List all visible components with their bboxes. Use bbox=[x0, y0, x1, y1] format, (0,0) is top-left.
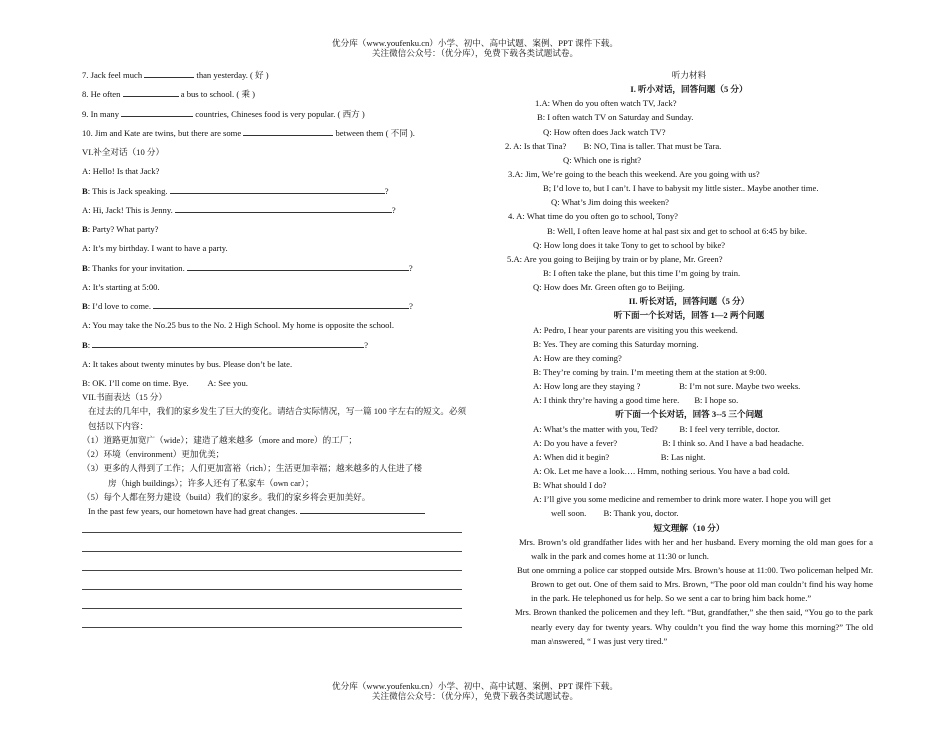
script-line: 3.A: Jim, We’re going to the beach this weekend. Are you going with us? bbox=[508, 168, 760, 179]
script-line: B: Yes. They are coming this Saturday morning. bbox=[533, 338, 699, 349]
script-line: 1.A: When do you often watch TV, Jack? bbox=[535, 98, 677, 109]
essay-point: （5）每个人都在努力建设（build）我们的家乡。我们的家乡将会更加美好。 bbox=[82, 492, 371, 503]
script-line: A: Ok. Let me have a look…. Hmm, nothing serious. You have a bad cold. bbox=[533, 465, 790, 476]
footer-line-1: 优分库（www.youfenku.cn）小学、初中、高中试题、案例、PPT 课件下载。 bbox=[332, 681, 618, 691]
answer-blank[interactable] bbox=[121, 107, 193, 117]
essay-instructions: 在过去的几年中，我们的家乡发生了巨大的变化。请结合实际情况，写一篇 100 字左右的短文。必须包括以下内容： bbox=[88, 406, 467, 431]
part-3-title: 短文理解（10 分） bbox=[653, 522, 725, 533]
essay-start: In the past few years, our hometown have had great changes. bbox=[82, 504, 467, 518]
dialogue-line: A: Hi, Jack! This is Jenny. ? bbox=[82, 204, 396, 215]
long-dialogue-1-title: 听下面一个长对话，回答 1—2 两个问题 bbox=[613, 310, 765, 321]
header-line-1: 优分库（www.youfenku.cn）小学、初中、高中试题、案例、PPT 课件下载。 bbox=[332, 38, 618, 48]
answer-blank[interactable] bbox=[153, 299, 409, 309]
answer-blank[interactable] bbox=[92, 338, 364, 348]
script-line: B: I often watch TV on Saturday and Sunday. bbox=[537, 112, 694, 123]
answer-blank[interactable] bbox=[175, 203, 392, 213]
fill-item-10: 10. Jim and Kate are twins, but there are some between them ( 不同 ). bbox=[82, 127, 415, 138]
dialogue-line: B: I’d love to come. ? bbox=[82, 301, 413, 311]
dialogue-line: A: It’s my birthday. I want to have a party. bbox=[82, 243, 228, 254]
script-line: B: I often take the plane, but this time I’m going by train. bbox=[543, 267, 741, 278]
script-line: well soon. B: Thank you, doctor. bbox=[551, 508, 679, 519]
listening-title: 听力材料 bbox=[671, 70, 707, 80]
section-6-title: VI.补全对话（10 分） bbox=[82, 147, 165, 157]
script-line: B: What should I do? bbox=[533, 480, 607, 491]
script-line: A: I think thry’re having a good time here. B: I hope so. bbox=[533, 395, 739, 406]
answer-blank[interactable] bbox=[243, 126, 333, 136]
script-line: A: I’ll give you some medicine and remember to drink more water. I hope you will get bbox=[533, 494, 831, 505]
script-line: 4. A: What time do you often go to school, Tony? bbox=[508, 211, 678, 222]
script-line: A: Pedro, I hear your parents are visiting you this weekend. bbox=[533, 324, 738, 335]
script-line: A: When did it begin? B: Las night. bbox=[533, 451, 706, 462]
long-dialogue-2-title: 听下面一个长对话，回答 3--5 三个问题 bbox=[615, 409, 763, 420]
script-line: A: How are they coming? bbox=[533, 352, 622, 363]
essay-point: （1）道路更加宽广（wide）；建造了越来越多（more and more）的工厂； bbox=[82, 434, 357, 445]
dialogue-line: B: ? bbox=[82, 339, 369, 350]
script-line: 2. A: Is that Tina? B: NO, Tina is taller. That must be Tara. bbox=[505, 140, 722, 151]
dialogue-line: B: OK. I’ll come on time. Bye. A: See you. bbox=[82, 378, 248, 388]
script-line: Q: How often does Jack watch TV? bbox=[543, 126, 666, 137]
dialogue-line: B: Thanks for your invitation. ? bbox=[82, 262, 413, 273]
script-line: Q: How long does it take Tony to get to school by bike? bbox=[533, 239, 726, 250]
script-line: 5.A: Are you going to Beijing by train or by plane, Mr. Green? bbox=[507, 253, 723, 264]
script-line: Q: What’s Jim doing this weeken? bbox=[551, 197, 669, 208]
story-paragraph: But one omrning a police car stopped outside Mrs. Brown’s house at 11:00. Two policeman helped Mr. Brown to get out. One of them said to Mrs. Brown, “The poor old man couldn’t find his way home in the park. He telephoned us for help. So we sent a car to bring him back home.” bbox=[517, 564, 873, 604]
part-1-title: I. 听小对话，回答问题（5 分） bbox=[630, 84, 748, 95]
script-line: B: Well, I often leave home at hal past six and get to school at 6:45 by bike. bbox=[547, 225, 808, 236]
answer-blank[interactable] bbox=[300, 504, 425, 514]
fill-item-7: 7. Jack feel much than yesterday. ( 好 ) bbox=[82, 70, 269, 80]
page-footer bbox=[0, 681, 950, 701]
writing-section bbox=[82, 390, 467, 519]
answer-blank[interactable] bbox=[123, 87, 179, 97]
script-line: B; I’d love to, but I can’t. I have to babysit my little sister.. Maybe another time. bbox=[543, 183, 819, 194]
script-line: A: Do you have a fever? B: I think so. And I have a bad headache. bbox=[533, 437, 804, 448]
story-paragraph: Mrs. Brown’s old grandfather lides with her and her husband. Every morning the old man goes for a walk in the park and comes home at 11:30 or lunch. bbox=[519, 536, 873, 561]
part-2-title: II. 听长对话，回答问题（5 分） bbox=[628, 296, 750, 307]
essay-point: 房（high buildings）；许多人还有了私家车（own car）； bbox=[108, 477, 314, 488]
answer-blank[interactable] bbox=[170, 184, 385, 194]
dialogue-line: B: Party? What party? bbox=[82, 224, 159, 234]
dialogue-line: A: You may take the No.25 bus to the No. 2 High School. My home is opposite the school. bbox=[82, 320, 394, 331]
script-line: Q: How does Mr. Green often go to Beijing. bbox=[533, 282, 685, 293]
dialogue-line: A: It takes about twenty minutes by bus. Please don’t be late. bbox=[82, 358, 293, 369]
essay-point: （3）更多的人得到了工作；人们更加富裕（rich）；生活更加幸福；越来越多的人住进了楼 bbox=[82, 463, 422, 474]
section-7-title: VII.书面表达（15 分） bbox=[82, 392, 167, 402]
script-line: B: They’re coming by train. I’m meeting them at the station at 9:00. bbox=[533, 366, 767, 377]
dialogue-line: B: This is Jack speaking. ? bbox=[82, 185, 389, 196]
fill-item-8: 8. He often a bus to school. ( 乘 ) bbox=[82, 89, 255, 100]
fill-item-9: 9. In many countries, Chineses food is very popular. ( 西方 ) bbox=[82, 108, 365, 119]
right-column bbox=[505, 68, 873, 648]
story-paragraph: Mrs. Brown thanked the policemen and they left. “But, grandfather,” she then said, “You go to the park nearly every day for twenty years. Why couldn’t you find the way home this morning?” The old man a\nswered, “ I was just very tired.” bbox=[515, 607, 873, 646]
dialogue-line: A: It’s starting at 5:00. bbox=[82, 281, 160, 292]
page-header bbox=[0, 38, 950, 58]
script-line: Q: Which one is right? bbox=[563, 154, 642, 165]
writing-line[interactable] bbox=[82, 627, 462, 628]
left-column bbox=[82, 68, 467, 628]
header-line-2: 关注微信公众号：（优分库），免费下载各类试题试卷。 bbox=[371, 48, 579, 58]
footer-line-2: 关注微信公众号：（优分库），免费下载各类试题试卷。 bbox=[371, 691, 579, 701]
dialogue-line: A: Hello! Is that Jack? bbox=[82, 166, 160, 177]
essay-point: （2）环境（environment）更加优美； bbox=[82, 449, 225, 460]
script-line: A: How long are they staying ? B: I’m not sure. Maybe two weeks. bbox=[533, 381, 801, 392]
answer-blank[interactable] bbox=[144, 68, 194, 78]
script-line: A: What’s the matter with you, Ted? B: I feel very terrible, doctor. bbox=[533, 423, 780, 434]
answer-blank[interactable] bbox=[187, 261, 409, 271]
